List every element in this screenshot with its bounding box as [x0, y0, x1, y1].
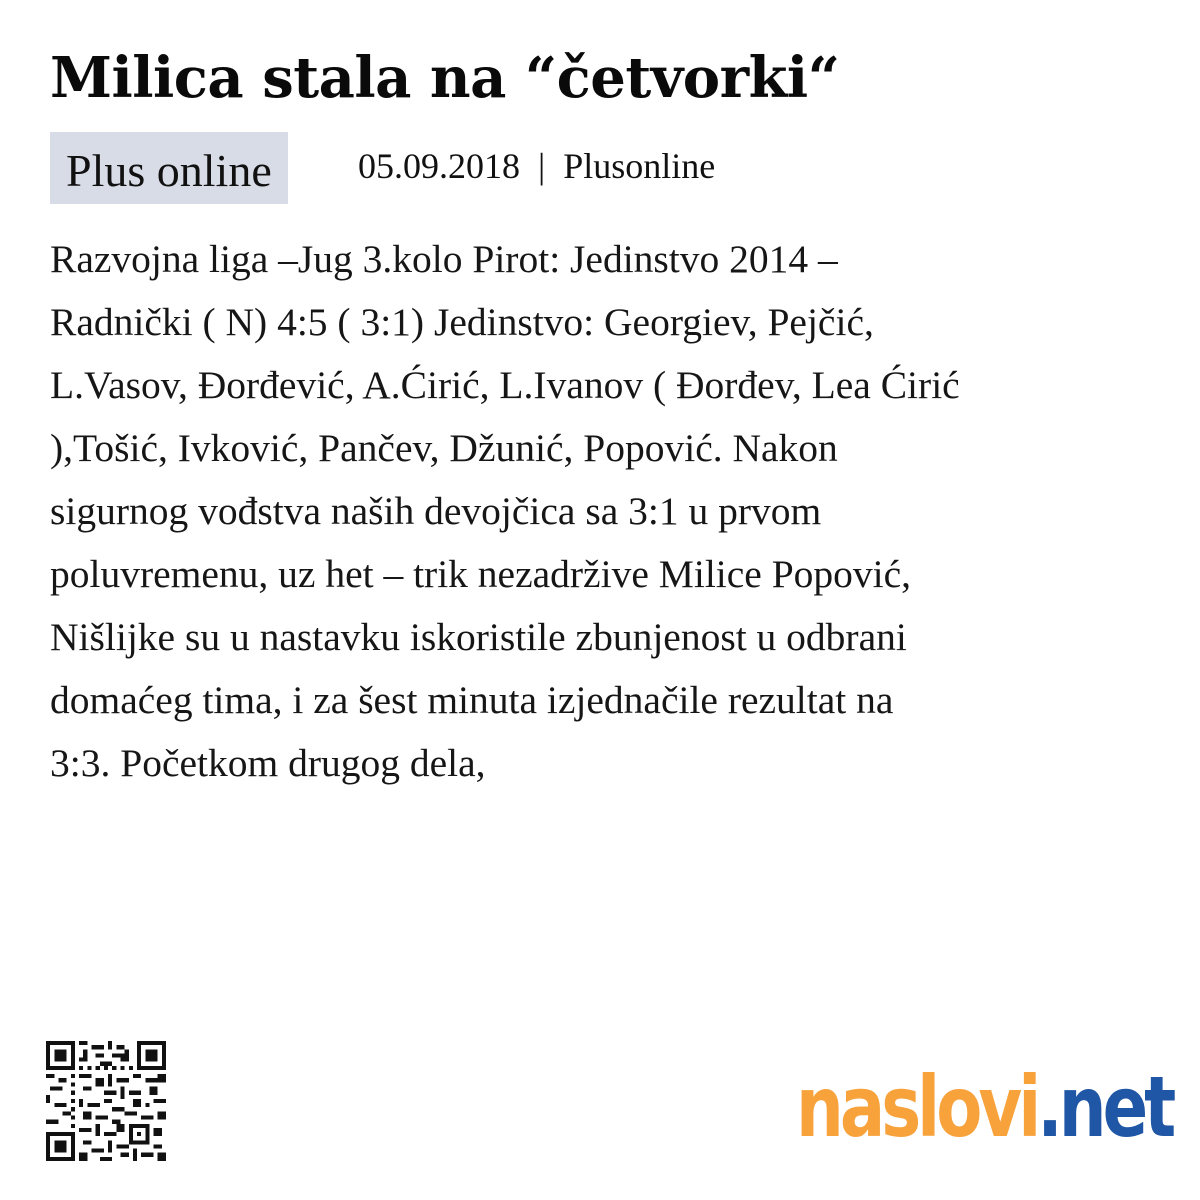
body-line: poluvremenu, uz het – trik nezadržive Milice Popović, — [50, 552, 912, 596]
body-line: 3:3. Početkom drugog dela, — [50, 741, 486, 785]
body-line: L.Vasov, Đorđević, A.Ćirić, L.Ivanov ( Đorđev, Lea Ćirić — [50, 363, 960, 407]
meta-separator: | — [538, 146, 546, 186]
logo-text-net: .net — [1037, 1058, 1173, 1156]
logo-text-naslovi: naslovi — [796, 1058, 1038, 1156]
body-line: Nišlijke su u nastavku iskoristile zbunjenost u odbrani — [50, 615, 907, 659]
body-line: sigurnog vođstva naših devojčica sa 3:1 u prvom — [50, 489, 822, 533]
naslovi-net-logo[interactable] — [796, 1052, 1172, 1162]
source-badge: Plus online — [50, 132, 288, 204]
article-title: Milica stala na “četvorki“ — [50, 45, 840, 111]
body-line: Razvojna liga –Jug 3.kolo Pirot: Jedinstvo 2014 – — [50, 237, 838, 281]
article-date: 05.09.2018 — [358, 146, 520, 186]
article-body — [50, 228, 1170, 795]
body-line: domaćeg tima, i za šest minuta izjednačile rezultat na — [50, 678, 894, 722]
body-line: Radnički ( N) 4:5 ( 3:1) Jedinstvo: Georgiev, Pejčić, — [50, 300, 874, 344]
body-line: ),Tošić, Ivković, Pančev, Džunić, Popović. Nakon — [50, 426, 838, 470]
article-meta — [358, 140, 715, 192]
qr-code-icon[interactable] — [46, 1038, 166, 1164]
article-author: Plusonline — [563, 146, 716, 186]
